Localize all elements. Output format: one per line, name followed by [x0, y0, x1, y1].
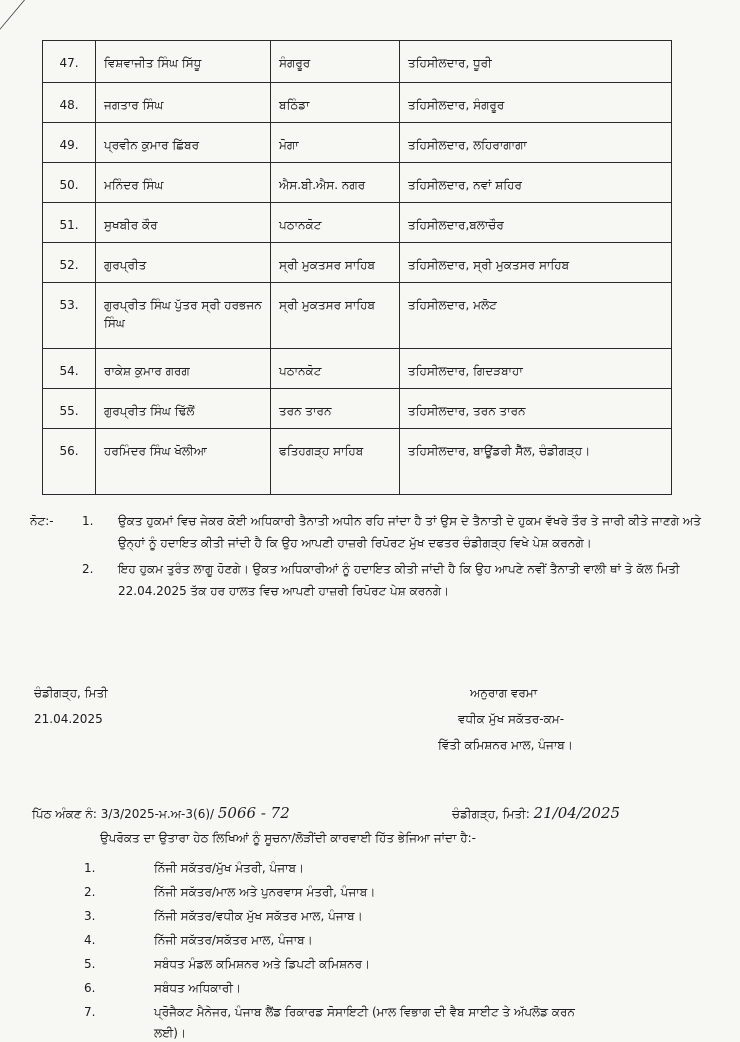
table-row: [43, 429, 672, 495]
new-posting: ਤਹਿਸੀਲਦਾਰ,ਬਲਾਚੌਰ: [400, 203, 672, 243]
new-posting: ਤਹਿਸੀਲਦਾਰ, ਸੰਗਰੂਰ: [400, 83, 672, 123]
new-posting: ਤਹਿਸੀਲਦਾਰ, ਲਹਿਰਾਗਾਗਾ: [400, 123, 672, 163]
row-number: 54.: [43, 349, 96, 389]
officer-name: ਹਰਮਿੰਦਰ ਸਿੰਘ ਖੋਲੀਆ: [96, 429, 271, 495]
note-item: [30, 558, 720, 602]
list-item: 1. ਨਿੱਜੀ ਸਕੱਤਰ/ਮੁੱਖ ਮੰਤਰੀ, ਪੰਜਾਬ।: [84, 860, 305, 875]
new-posting: ਤਹਿਸੀਲਦਾਰ, ਨਵਾਂ ਸ਼ਹਿਰ: [400, 163, 672, 203]
table-row: [43, 203, 672, 243]
list-item: 5. ਸਬੰਧਤ ਮੰਡਲ ਕਮਿਸ਼ਨਰ ਅਤੇ ਡਿਪਟੀ ਕਮਿਸ਼ਨਰ।: [84, 956, 371, 971]
table-row: [43, 163, 672, 203]
note-text: ਉਕਤ ਹੁਕਮਾਂ ਵਿਚ ਜੇਕਰ ਕੋਈ ਅਧਿਕਾਰੀ ਤੈਨਾਤੀ ਅਧੀਨ ਰਹਿ ਜਾਂਦਾ ਹੈ ਤਾਂ ਉਸ ਦੇ ਤੈਨਾਤੀ ਦੇ ਹੁਕਮ ਵੱਖਰੇ ਤੌਰ ਤੇ ਜਾਰੀ ਕੀਤੇ ਜਾਣਗੇ ਅਤੇ ਉਨ੍ਹਾਂ ਨੂੰ ਹਦਾਇਤ ਕੀਤੀ ਜਾਂਦੀ ਹੈ ਕਿ ਉਹ ਆਪਣੀ ਹਾਜ਼ਰੀ ਰਿਪੋਰਟ ਮੁੱਖ ਦਫਤਰ ਚੰਡੀਗੜ੍ਹ ਵਿਖੇ ਪੇਸ਼ ਕਰਨਗੇ।: [118, 514, 701, 550]
issue-date: 21.04.2025: [34, 712, 103, 726]
officer-name: ਵਿਸ਼ਵਾਜੀਤ ਸਿੰਘ ਸਿੱਧੂ: [96, 41, 271, 83]
district: ਫਤਿਹਗੜ੍ਹ ਸਾਹਿਬ: [271, 429, 400, 495]
note-number: 2.: [82, 562, 94, 576]
notes-label: ਨੋਟ:-: [30, 514, 54, 528]
row-number: 53.: [43, 283, 96, 349]
row-number: 48.: [43, 83, 96, 123]
district: ਸੰਗਰੂਰ: [271, 41, 400, 83]
signatory-block: [430, 680, 573, 758]
table-row: [43, 41, 672, 83]
table-row: [43, 389, 672, 429]
note-number: 1.: [82, 514, 94, 528]
corner-fold-mark: [0, 0, 25, 30]
place-label: ਚੰਡੀਗੜ੍ਹ, ਮਿਤੀ: [34, 686, 108, 700]
list-item: 3. ਨਿੱਜੀ ਸਕੱਤਰ/ਵਧੀਕ ਮੁੱਖ ਸਕੱਤਰ ਮਾਲ, ਪੰਜਾਬ।: [84, 908, 363, 923]
list-item: 2. ਨਿੱਜੀ ਸਕੱਤਰ/ਮਾਲ ਅਤੇ ਪੁਨਰਵਾਸ ਮੰਤਰੀ, ਪੰਜਾਬ।: [84, 884, 376, 899]
district: ਪਠਾਨਕੋਟ: [271, 349, 400, 389]
district: ਸ੍ਰੀ ਮੁਕਤਸਰ ਸਾਹਿਬ: [271, 283, 400, 349]
district: ਬਠਿੰਡਾ: [271, 83, 400, 123]
officer-name: ਗੁਰਪ੍ਰੀਤ ਸਿੰਘ ਪੁੱਤਰ ਸ੍ਰੀ ਹਰਭਜਨ ਸਿੰਘ: [96, 283, 271, 349]
district: ਤਰਨ ਤਾਰਨ: [271, 389, 400, 429]
list-item-continuation: ਲਈ)।: [154, 1026, 187, 1040]
list-item: 6. ਸਬੰਧਤ ਅਧਿਕਾਰੀ।: [84, 980, 242, 995]
signatory-title-1: ਵਧੀਕ ਮੁੱਖ ਸਕੱਤਰ-ਕਮ-: [458, 712, 565, 726]
reference-label: ਪਿੱਠ ਅੰਕਣ ਨੰ: 3/3/2025-ਮ.ਅ-3(6)/: [32, 807, 215, 821]
table-row: [43, 283, 672, 349]
new-posting: ਤਹਿਸੀਲਦਾਰ, ਧੂਰੀ: [400, 41, 672, 83]
district: ਐਸ.ਬੀ.ਐਸ. ਨਗਰ: [271, 163, 400, 203]
officer-name: ਗੁਰਪ੍ਰੀਤ: [96, 243, 271, 283]
table-row: [43, 243, 672, 283]
row-number: 49.: [43, 123, 96, 163]
list-item: 7. ਪ੍ਰੋਜੈਕਟ ਮੈਨੇਜਰ, ਪੰਜਾਬ ਲੈਂਡ ਰਿਕਾਰਡ ਸੋਸਾਇਟੀ (ਮਾਲ ਵਿਭਾਗ ਦੀ ਵੈਬ ਸਾਈਟ ਤੇ ਅੱਪਲੋਡ ਕਰਨ: [84, 1004, 575, 1019]
notes-section: [30, 510, 720, 606]
note-text: ਇਹ ਹੁਕਮ ਤੁਰੰਤ ਲਾਗੂ ਹੋਣਗੇ। ਉਕਤ ਅਧਿਕਾਰੀਆਂ ਨੂੰ ਹਦਾਇਤ ਕੀਤੀ ਜਾਂਦੀ ਹੈ ਕਿ ਉਹ ਆਪਣੇ ਨਵੀਂ ਤੈਨਾਤੀ ਵਾਲੀ ਥਾਂ ਤੇ ਕੱਲ ਮਿਤੀ 22.04.2025 ਤੱਕ ਹਰ ਹਾਲਤ ਵਿਚ ਆਪਣੀ ਹਾਜ਼ਰੀ ਰਿਪੋਰਟ ਪੇਸ਼ ਕਰਨਗੇ।: [118, 562, 680, 598]
district: ਮੋਗਾ: [271, 123, 400, 163]
endorsement-date-handwritten: 21/04/2025: [533, 804, 621, 822]
new-posting: ਤਹਿਸੀਲਦਾਰ, ਬਾਊਂਡਰੀ ਸੈੱਲ, ਚੰਡੀਗੜ੍ਹ।: [400, 429, 672, 495]
row-number: 55.: [43, 389, 96, 429]
reference-number-handwritten: 5066 - 72: [217, 804, 290, 822]
signatory-title-2: ਵਿੱਤੀ ਕਮਿਸ਼ਨਰ ਮਾਲ, ਪੰਜਾਬ।: [438, 738, 573, 752]
row-number: 51.: [43, 203, 96, 243]
officer-name: ਮਨਿੰਦਰ ਸਿੰਘ: [96, 163, 271, 203]
officer-name: ਰਾਕੇਸ਼ ਕੁਮਾਰ ਗਰਗ: [96, 349, 271, 389]
officer-name: ਪ੍ਰਵੀਨ ਕੁਮਾਰ ਛਿੱਬਰ: [96, 123, 271, 163]
new-posting: ਤਹਿਸੀਲਦਾਰ, ਗਿਦੜਬਾਹਾ: [400, 349, 672, 389]
note-item: [30, 510, 720, 554]
endorsement-reference: [32, 800, 722, 826]
row-number: 47.: [43, 41, 96, 83]
transfer-table: [42, 40, 672, 495]
new-posting: ਤਹਿਸੀਲਦਾਰ, ਤਰਨ ਤਾਰਨ: [400, 389, 672, 429]
copy-to-list: [32, 856, 722, 1042]
row-number: 50.: [43, 163, 96, 203]
row-number: 56.: [43, 429, 96, 495]
signatory-name: ਅਨੁਰਾਗ ਵਰਮਾ: [470, 686, 538, 700]
endorsement-intro: ਉਪਰੋਕਤ ਦਾ ਉਤਾਰਾ ਹੇਠ ਲਿਖਿਆਂ ਨੂੰ ਸੂਚਨਾ/ਲੋੜੀਂਦੀ ਕਾਰਵਾਈ ਹਿੱਤ ਭੇਜਿਆ ਜਾਂਦਾ ਹੈ:-: [100, 831, 476, 845]
officer-name: ਜਗਤਾਰ ਸਿੰਘ: [96, 83, 271, 123]
new-posting: ਤਹਿਸੀਲਦਾਰ, ਸ੍ਰੀ ਮੁਕਤਸਰ ਸਾਹਿਬ: [400, 243, 672, 283]
district: ਸ੍ਰੀ ਮੁਕਤਸਰ ਸਾਹਿਬ: [271, 243, 400, 283]
officer-name: ਸੁਖਬੀਰ ਕੌਰ: [96, 203, 271, 243]
row-number: 52.: [43, 243, 96, 283]
endorsement-date-label: ਚੰਡੀਗੜ੍ਹ, ਮਿਤੀ:: [452, 807, 530, 821]
officer-name: ਗੁਰਪ੍ਰੀਤ ਸਿੰਘ ਢਿੱਲੋਂ: [96, 389, 271, 429]
district: ਪਠਾਨਕੋਟ: [271, 203, 400, 243]
issue-place-date: [34, 680, 108, 732]
table-row: [43, 83, 672, 123]
table-row: [43, 123, 672, 163]
endorsement-section: [32, 800, 722, 1042]
new-posting: ਤਹਿਸੀਲਦਾਰ, ਮਲੋਟ: [400, 283, 672, 349]
list-item: 4. ਨਿੱਜੀ ਸਕੱਤਰ/ਸਕੱਤਰ ਮਾਲ, ਪੰਜਾਬ।: [84, 932, 313, 947]
table-row: [43, 349, 672, 389]
